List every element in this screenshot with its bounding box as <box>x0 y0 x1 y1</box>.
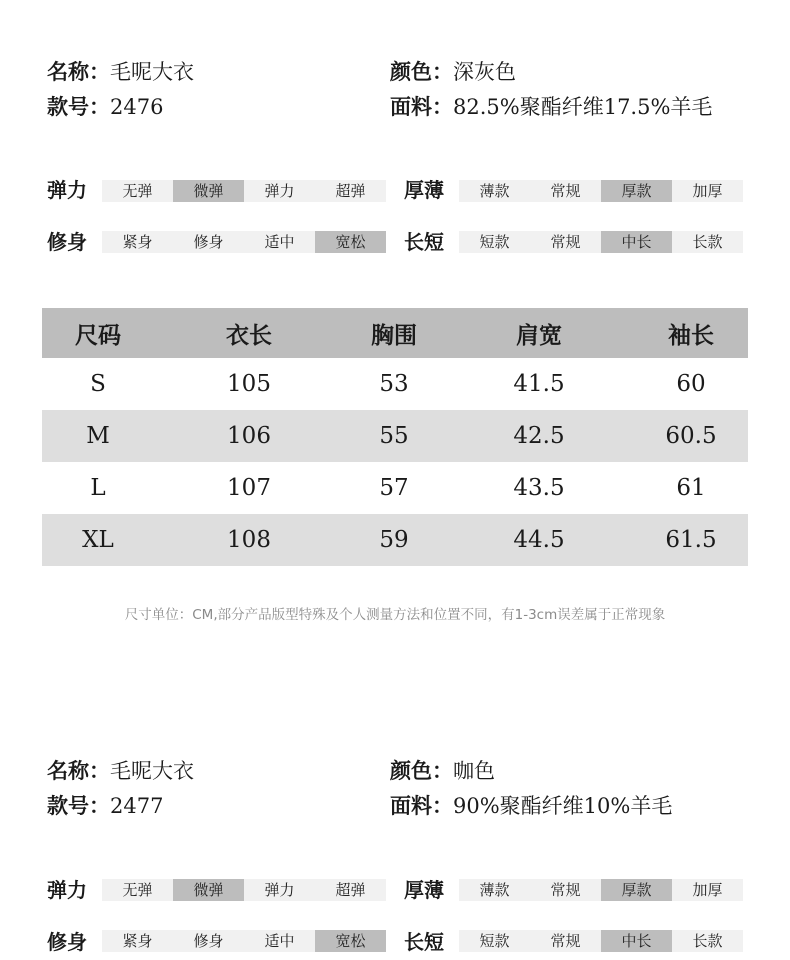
product-2-thickness-options <box>459 879 743 901</box>
table-cell: L <box>90 475 106 501</box>
product-1-thickness-label: 厚薄 <box>404 178 444 202</box>
product-1-fit-options <box>102 231 386 253</box>
product-2-color: 颜色：咖色 <box>390 758 495 783</box>
product-2-fit-label: 修身 <box>47 930 87 954</box>
option-chip: 适中 <box>244 930 315 952</box>
option-chip: 长款 <box>672 231 743 253</box>
table-cell: 105 <box>227 371 271 397</box>
option-chip: 短款 <box>459 231 530 253</box>
product-1-elastic-options <box>102 180 386 202</box>
table-cell: 108 <box>154 514 344 566</box>
option-chip: 厚款 <box>601 180 672 202</box>
header-sleeve: 袖长 <box>634 308 748 358</box>
table-cell: 53 <box>379 371 409 397</box>
product-1-elastic-label: 弹力 <box>47 178 87 202</box>
option-chip: 短款 <box>459 930 530 952</box>
option-chip: 紧身 <box>102 930 173 952</box>
header-chest: 胸围 <box>344 308 444 358</box>
size-table-header-row <box>42 308 748 358</box>
option-chip: 宽松 <box>315 231 386 253</box>
table-cell: 106 <box>154 410 344 462</box>
option-chip: 加厚 <box>672 879 743 901</box>
header-length: 衣长 <box>154 308 344 358</box>
option-chip: 修身 <box>173 930 244 952</box>
product-2-elastic-options <box>102 879 386 901</box>
option-chip: 薄款 <box>459 879 530 901</box>
table-cell: S <box>90 371 106 397</box>
option-chip: 修身 <box>173 231 244 253</box>
option-chip: 加厚 <box>672 180 743 202</box>
option-chip: 常规 <box>530 879 601 901</box>
product-1-sku: 款号：2476 <box>47 94 164 119</box>
option-chip: 中长 <box>601 930 672 952</box>
table-cell: 61 <box>676 475 706 501</box>
product-2-fit-options <box>102 930 386 952</box>
header-size: 尺码 <box>42 308 154 358</box>
product-2-elastic-label: 弹力 <box>47 878 87 902</box>
table-cell: XL <box>42 514 154 566</box>
option-chip: 薄款 <box>459 180 530 202</box>
table-cell: 59 <box>344 514 444 566</box>
table-cell: 60.5 <box>634 410 748 462</box>
option-chip: 弹力 <box>244 180 315 202</box>
option-chip: 宽松 <box>315 930 386 952</box>
table-cell: M <box>42 410 154 462</box>
table-cell: 41.5 <box>513 371 565 397</box>
table-row <box>42 358 748 410</box>
table-cell: 61.5 <box>634 514 748 566</box>
product-1-fabric: 面料：82.5%聚酯纤维17.5%羊毛 <box>390 94 713 119</box>
option-chip: 无弹 <box>102 879 173 901</box>
product-2-thickness-label: 厚薄 <box>404 878 444 902</box>
size-table <box>42 308 748 566</box>
option-chip: 微弹 <box>173 879 244 901</box>
product-2-sku: 款号：2477 <box>47 793 164 818</box>
product-1-color: 颜色：深灰色 <box>390 59 516 84</box>
option-chip: 常规 <box>530 231 601 253</box>
product-2-name: 名称：毛呢大衣 <box>47 758 194 783</box>
header-shoulder: 肩宽 <box>444 308 634 358</box>
option-chip: 超弹 <box>315 180 386 202</box>
product-2-length-options <box>459 930 743 952</box>
size-note: 尺寸单位：CM,部分产品版型特殊及个人测量方法和位置不同，有1-3cm误差属于正常现象 <box>124 607 666 623</box>
option-chip: 适中 <box>244 231 315 253</box>
product-1-length-options <box>459 231 743 253</box>
product-1-thickness-options <box>459 180 743 202</box>
table-row <box>42 514 748 566</box>
option-chip: 弹力 <box>244 879 315 901</box>
table-cell: 43.5 <box>513 475 565 501</box>
option-chip: 厚款 <box>601 879 672 901</box>
table-cell: 57 <box>379 475 409 501</box>
option-chip: 超弹 <box>315 879 386 901</box>
option-chip: 长款 <box>672 930 743 952</box>
option-chip: 无弹 <box>102 180 173 202</box>
table-cell: 55 <box>344 410 444 462</box>
table-cell: 44.5 <box>444 514 634 566</box>
table-row <box>42 410 748 462</box>
table-cell: 107 <box>227 475 271 501</box>
option-chip: 中长 <box>601 231 672 253</box>
option-chip: 紧身 <box>102 231 173 253</box>
product-1-name: 名称：毛呢大衣 <box>47 59 194 84</box>
product-2-fabric: 面料：90%聚酯纤维10%羊毛 <box>390 793 673 818</box>
product-1-length-label: 长短 <box>404 230 444 254</box>
option-chip: 微弹 <box>173 180 244 202</box>
table-cell: 42.5 <box>444 410 634 462</box>
product-1-fit-label: 修身 <box>47 230 87 254</box>
option-chip: 常规 <box>530 180 601 202</box>
table-row <box>42 462 748 514</box>
option-chip: 常规 <box>530 930 601 952</box>
product-2-length-label: 长短 <box>404 930 444 954</box>
table-cell: 60 <box>676 371 706 397</box>
